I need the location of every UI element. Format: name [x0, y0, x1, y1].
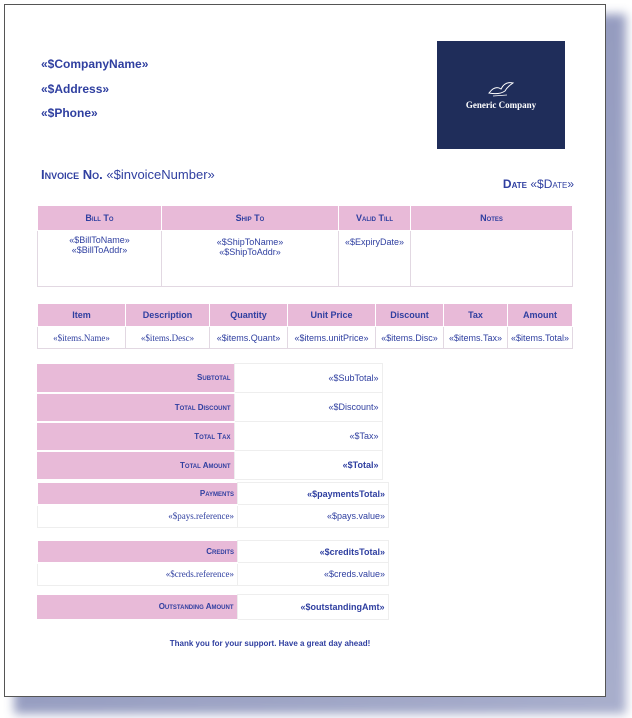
ship-to-addr: «$ShipToAddr» — [219, 247, 281, 257]
invoice-number-value: «$invoiceNumber» — [106, 167, 215, 182]
invoice-number — [41, 167, 215, 182]
header-unit-price: Unit Price — [288, 304, 376, 327]
header-quantity: Quantity — [210, 304, 288, 327]
company-phone: «$Phone» — [41, 106, 98, 120]
credits-value: «$creds.value» — [238, 563, 389, 586]
header-amount: Amount — [508, 304, 573, 327]
header-notes: Notes — [411, 206, 573, 231]
total-amount-value: «$Total» — [234, 451, 382, 480]
date-value: «$Date» — [530, 177, 574, 191]
ship-to-cell — [162, 231, 339, 287]
summary-table — [37, 363, 383, 481]
credits-reference: «$creds.reference» — [38, 563, 238, 586]
header-description: Description — [126, 304, 210, 327]
header-valid-till: Valid Till — [339, 206, 411, 231]
header-discount: Discount — [376, 304, 444, 327]
subtotal-value: «$SubTotal» — [234, 364, 382, 393]
company-address: «$Address» — [41, 82, 110, 96]
logo-text: Generic Company — [465, 100, 537, 110]
outstanding-table — [37, 594, 389, 621]
invoice-label: Invoice No. — [41, 167, 103, 182]
item-quant-cell: «$items.Quant» — [210, 327, 288, 349]
header-item: Item — [38, 304, 126, 327]
company-name: «$CompanyName» — [41, 57, 149, 71]
bill-to-name: «$BillToName» — [69, 235, 130, 245]
invoice-page — [4, 4, 606, 697]
total-amount-label: Total Amount — [37, 451, 234, 480]
item-disc-cell: «$items.Disc» — [376, 327, 444, 349]
item-name-cell: «$items.Name» — [38, 327, 126, 349]
credits-total: «$creditsTotal» — [238, 541, 389, 563]
outstanding-value: «$outstandingAmt» — [237, 595, 388, 620]
header-tax: Tax — [444, 304, 508, 327]
header-ship-to: Ship To — [162, 206, 339, 231]
subtotal-label: Subtotal — [37, 364, 234, 393]
header-bill-to: Bill To — [38, 206, 162, 231]
payments-reference: «$pays.reference» — [38, 505, 238, 528]
date-label: Date — [502, 177, 527, 191]
item-total-cell: «$items.Total» — [508, 327, 573, 349]
item-tax-cell: «$items.Tax» — [444, 327, 508, 349]
item-unit-price-cell: «$items.unitPrice» — [288, 327, 376, 349]
total-tax-label: Total Tax — [37, 422, 234, 451]
item-desc-cell: «$items.Desc» — [126, 327, 210, 349]
payments-total: «$paymentsTotal» — [238, 483, 389, 505]
outstanding-label: Outstanding Amount — [37, 595, 237, 620]
notes-cell — [411, 231, 573, 287]
payments-table — [37, 482, 389, 528]
total-discount-value: «$Discount» — [234, 393, 382, 422]
bill-to-cell — [38, 231, 162, 287]
items-table — [37, 303, 573, 349]
valid-till-cell: «$ExpiryDate» — [339, 231, 411, 287]
bird-icon — [487, 79, 515, 99]
ship-to-name: «$ShipToName» — [216, 237, 284, 247]
total-discount-label: Total Discount — [37, 393, 234, 422]
thank-you-note: Thank you for your support. Have a great day ahead! — [169, 639, 371, 648]
payments-label: Payments — [38, 483, 238, 505]
credits-label: Credits — [38, 541, 238, 563]
invoice-date — [503, 177, 574, 191]
company-logo — [437, 41, 565, 149]
credits-table — [37, 540, 389, 586]
payments-value: «$pays.value» — [238, 505, 389, 528]
bill-to-addr: «$BillToAddr» — [71, 245, 128, 255]
info-table — [37, 205, 573, 287]
total-tax-value: «$Tax» — [234, 422, 382, 451]
